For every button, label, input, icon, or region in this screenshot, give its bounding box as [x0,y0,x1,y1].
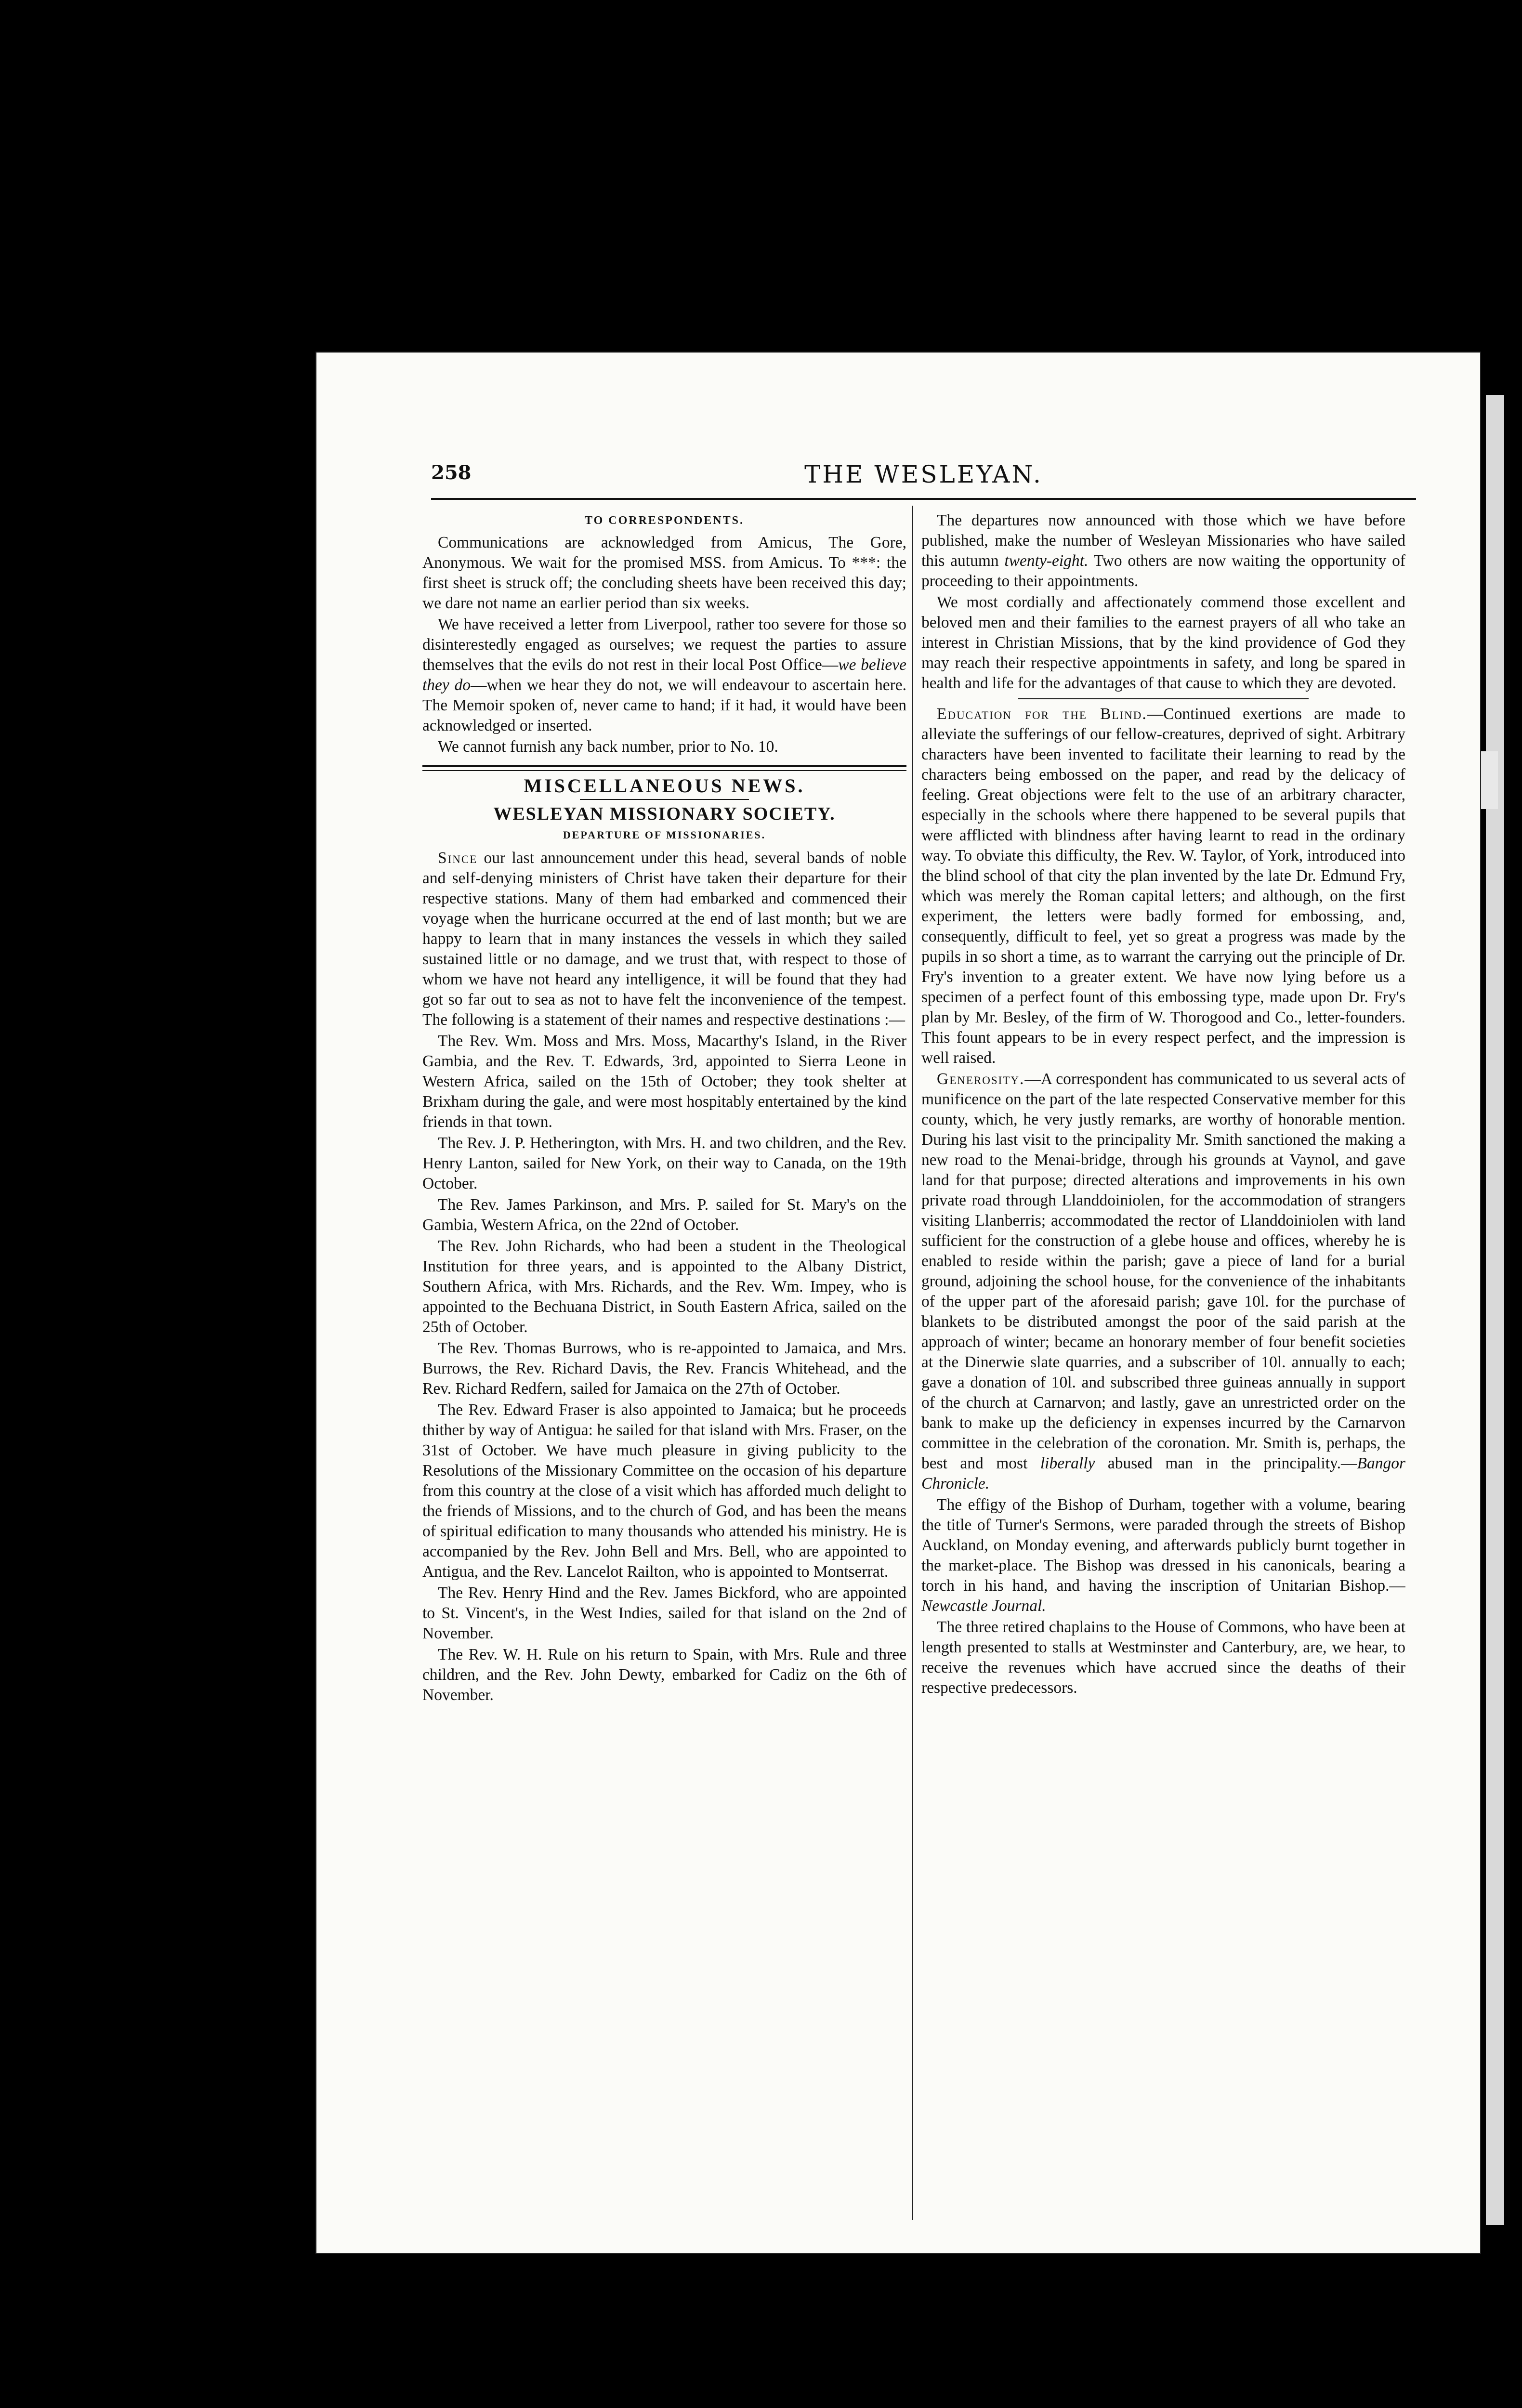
correspondents-paragraph: We cannot furnish any back number, prior to No. 10. [438,738,778,756]
article-paragraph: The Rev. Thomas Burrows, who is re-appointed to Jamaica, and Mrs. Burrows, the Rev. Richard Davis, the Rev. Francis Whitehead, and the Rev. Richard Redfern, sailed for Jamaica on the 27th of October. [422,1339,906,1398]
departure-heading: DEPARTURE OF MISSIONARIES. [563,829,766,841]
header-rule [431,498,1416,500]
correspondents-heading: TO CORRESPONDENTS. [585,514,744,527]
correspondents-paragraph: We have received a letter from Liverpool, rather too severe for those so disinterestedly engaged as ourselves; we request the parties to assure themselves that the evils do not rest in their local Post Office—we believe they do—when we hear they do not, we will endeavour to ascertain here. The Memoir spoken of, never came to hand; if it had, it would have been acknowledged or inserted. [422,615,906,734]
article-paragraph: The Rev. Edward Fraser is also appointed to Jamaica; but he proceeds thither by way of Antigua: he sailed for that island with Mrs. Fraser, on the 31st of October. We have much pleasure in giving publicity to the Resolutions of the Missionary Committee on the occasion of his departure from this country at the close of a visit which has afforded much delight to the friends of Missions, and to the church of God, and has been the means of spiritual edification to many thousands who attended his ministry. He is accompanied by the Rev. John Bell and Mrs. Bell, who are appointed to Antigua, and the Rev. Lancelot Railton, who is appointed to Montserrat. [422,1401,906,1581]
right-column [921,510,1405,2215]
society-heading: WESLEYAN MISSIONARY SOCIETY. [493,804,836,824]
section-rule [1018,698,1309,699]
correspondents-paragraph: Communications are acknowledged from Amicus, The Gore, Anonymous. We wait for the promised MSS. from Amicus. To ***: the first sheet is struck off; the concluding sheets have been received this day; we dare not name an earlier period than six weeks. [422,534,906,612]
masthead-title: THE WESLEYAN. [804,460,1043,488]
newspaper-page [315,352,1481,2254]
article-paragraph: The Rev. Henry Hind and the Rev. James Bickford, who are appointed to St. Vincent's, in the West Indies, sailed for that island on the 2nd of November. [422,1584,906,1642]
article-paragraph: The Rev. John Richards, who had been a student in the Theological Institution for three years, and is appointed to the Albany District, Southern Africa, with Mrs. Richards, and the Rev. Wm. Impey, who is appointed to the Bechuana District, in South Eastern Africa, sailed on the 25th of October. [422,1237,906,1336]
page-number: 258 [431,461,472,484]
short-rule [580,799,749,800]
article-paragraph: Generosity.—A correspondent has communicated to us several acts of munificence on the part of the late respected Conservative member for this county, which, he very justly remarks, are worthy of honorable mention. During his last visit to the principality Mr. Smith sanctioned the making a new road to the Menai-bridge, through his grounds at Vaynol, and gave land for that purpose; directed alterations and improvements in his own private road through Llanddoiniolen, for the accommodation of strangers visiting Llanberris; accommodated the rector of Llanddoiniolen with land sufficient for the construction of a glebe house and offices, whereby he is enabled to reside within the parish; gave a piece of land for a burial ground, adjoining the school house, for the convenience of the inhabitants of the upper part of the aforesaid parish; gave 10l. for the purchase of blankets to be distributed amongst the poor of the said parish at the approach of winter; became an honorary member of four benefit societies at the Dinerwie slate quarries, and a subscriber of 10l. annually to each; gave a donation of 10l. and subscribed three guineas annually in support of the church at Carnarvon; and lastly, gave an unrestricted order on the bank to make up the deficiency in expenses incurred by the Carnarvon committee in the celebration of the coronation. Mr. Smith is, perhaps, the best and most liberally abused man in the principality.—Bangor Chronicle. [921,1070,1405,1492]
article-paragraph: The departures now announced with those which we have before published, make the number of Wesleyan Missionaries who have sailed this autumn twenty-eight. Two others are now waiting the opportunity of proceeding to their appointments. [921,511,1405,590]
article-paragraph: The effigy of the Bishop of Durham, together with a volume, bearing the title of Turner's Sermons, were paraded through the streets of Bishop Auckland, on Monday evening, and afterwards publicly burnt together in the market-place. The Bishop was dressed in his canonicals, bearing a torch in his hand, and having the inscription of Unitarian Bishop.—Newcastle Journal. [921,1496,1405,1615]
page-header [431,457,1416,500]
article-paragraph: We most cordially and affectionately commend those excellent and beloved men and their families to the earnest prayers of all who take an interest in Christian Missions, that by the kind providence of God they may reach their respective appointments in safety, and long be spared in health and life for the advantages of that cause to which they are devoted. [921,593,1405,692]
section-rule [422,765,906,771]
misc-news-heading: MISCELLANEOUS NEWS. [524,775,805,797]
article-paragraph: Since our last announcement under this head, several bands of noble and self-denying ministers of Christ have taken their departure for their respective stations. Many of them had embarked and commenced their voyage when the hurricane occurred at the end of last month; but we are happy to learn that in many instances the vessels in which they sailed sustained little or no damage, and we trust that, with respect to those of whom we have not heard any intelligence, it will be found that they had got so far out to sea as not to have felt the inconvenience of the tempest. The following is a statement of their names and respective destinations :— [422,849,906,1029]
column-divider [912,506,913,2220]
scan-edge [1486,395,1504,2225]
article-paragraph: The Rev. Wm. Moss and Mrs. Moss, Macarthy's Island, in the River Gambia, and the Rev. T. Edwards, 3rd, appointed to Sierra Leone in Western Africa, sailed on the 15th of October; they took shelter at Brixham during the gale, and were most hospitably entertained by the kind friends in that town. [422,1032,906,1131]
article-paragraph: The three retired chaplains to the House of Commons, who have been at length presented to stalls at Westminster and Canterbury, are, we hear, to receive the revenues which have accrued since the deaths of their respective predecessors. [921,1618,1405,1697]
article-paragraph: Education for the Blind.—Continued exertions are made to alleviate the sufferings of our fellow-creatures, deprived of sight. Arbitrary characters have been invented to facilitate their learning to read by the characters being embossed on the paper, and read by the delicacy of feeling. Great objections were felt to the use of an arbitrary character, especially in the schools where there happened to be several pupils that were afflicted with blindness after having learnt to read in the ordinary way. To obviate this difficulty, the Rev. W. Taylor, of York, introduced into the blind school of that city the plan invented by the late Dr. Edmund Fry, which was merely the Roman capital letters; and although, on the first experiment, the letters were badly formed for embossing, and, consequently, difficult to feel, yet so great a progress was made by the pupils in so short a time, as to warrant the carrying out the principle of Dr. Fry's invention to a greater extent. We have now lying before us a specimen of a perfect fount of this embossing type, made upon Dr. Fry's plan by Mr. Besley, of the firm of W. Thorogood and Co., letter-founders. This fount appears to be in every respect perfect, and the impression is well raised. [921,705,1405,1067]
article-paragraph: The Rev. James Parkinson, and Mrs. P. sailed for St. Mary's on the Gambia, Western Africa, on the 22nd of October. [422,1196,906,1234]
article-paragraph: The Rev. W. H. Rule on his return to Spain, with Mrs. Rule and three children, and the Rev. John Dewty, embarked for Cadiz on the 6th of November. [422,1646,906,1704]
article-paragraph: The Rev. J. P. Hetherington, with Mrs. H. and two children, and the Rev. Henry Lanton, sailed for New York, on their way to Canada, on the 19th October. [422,1134,906,1192]
left-column [422,510,906,2215]
